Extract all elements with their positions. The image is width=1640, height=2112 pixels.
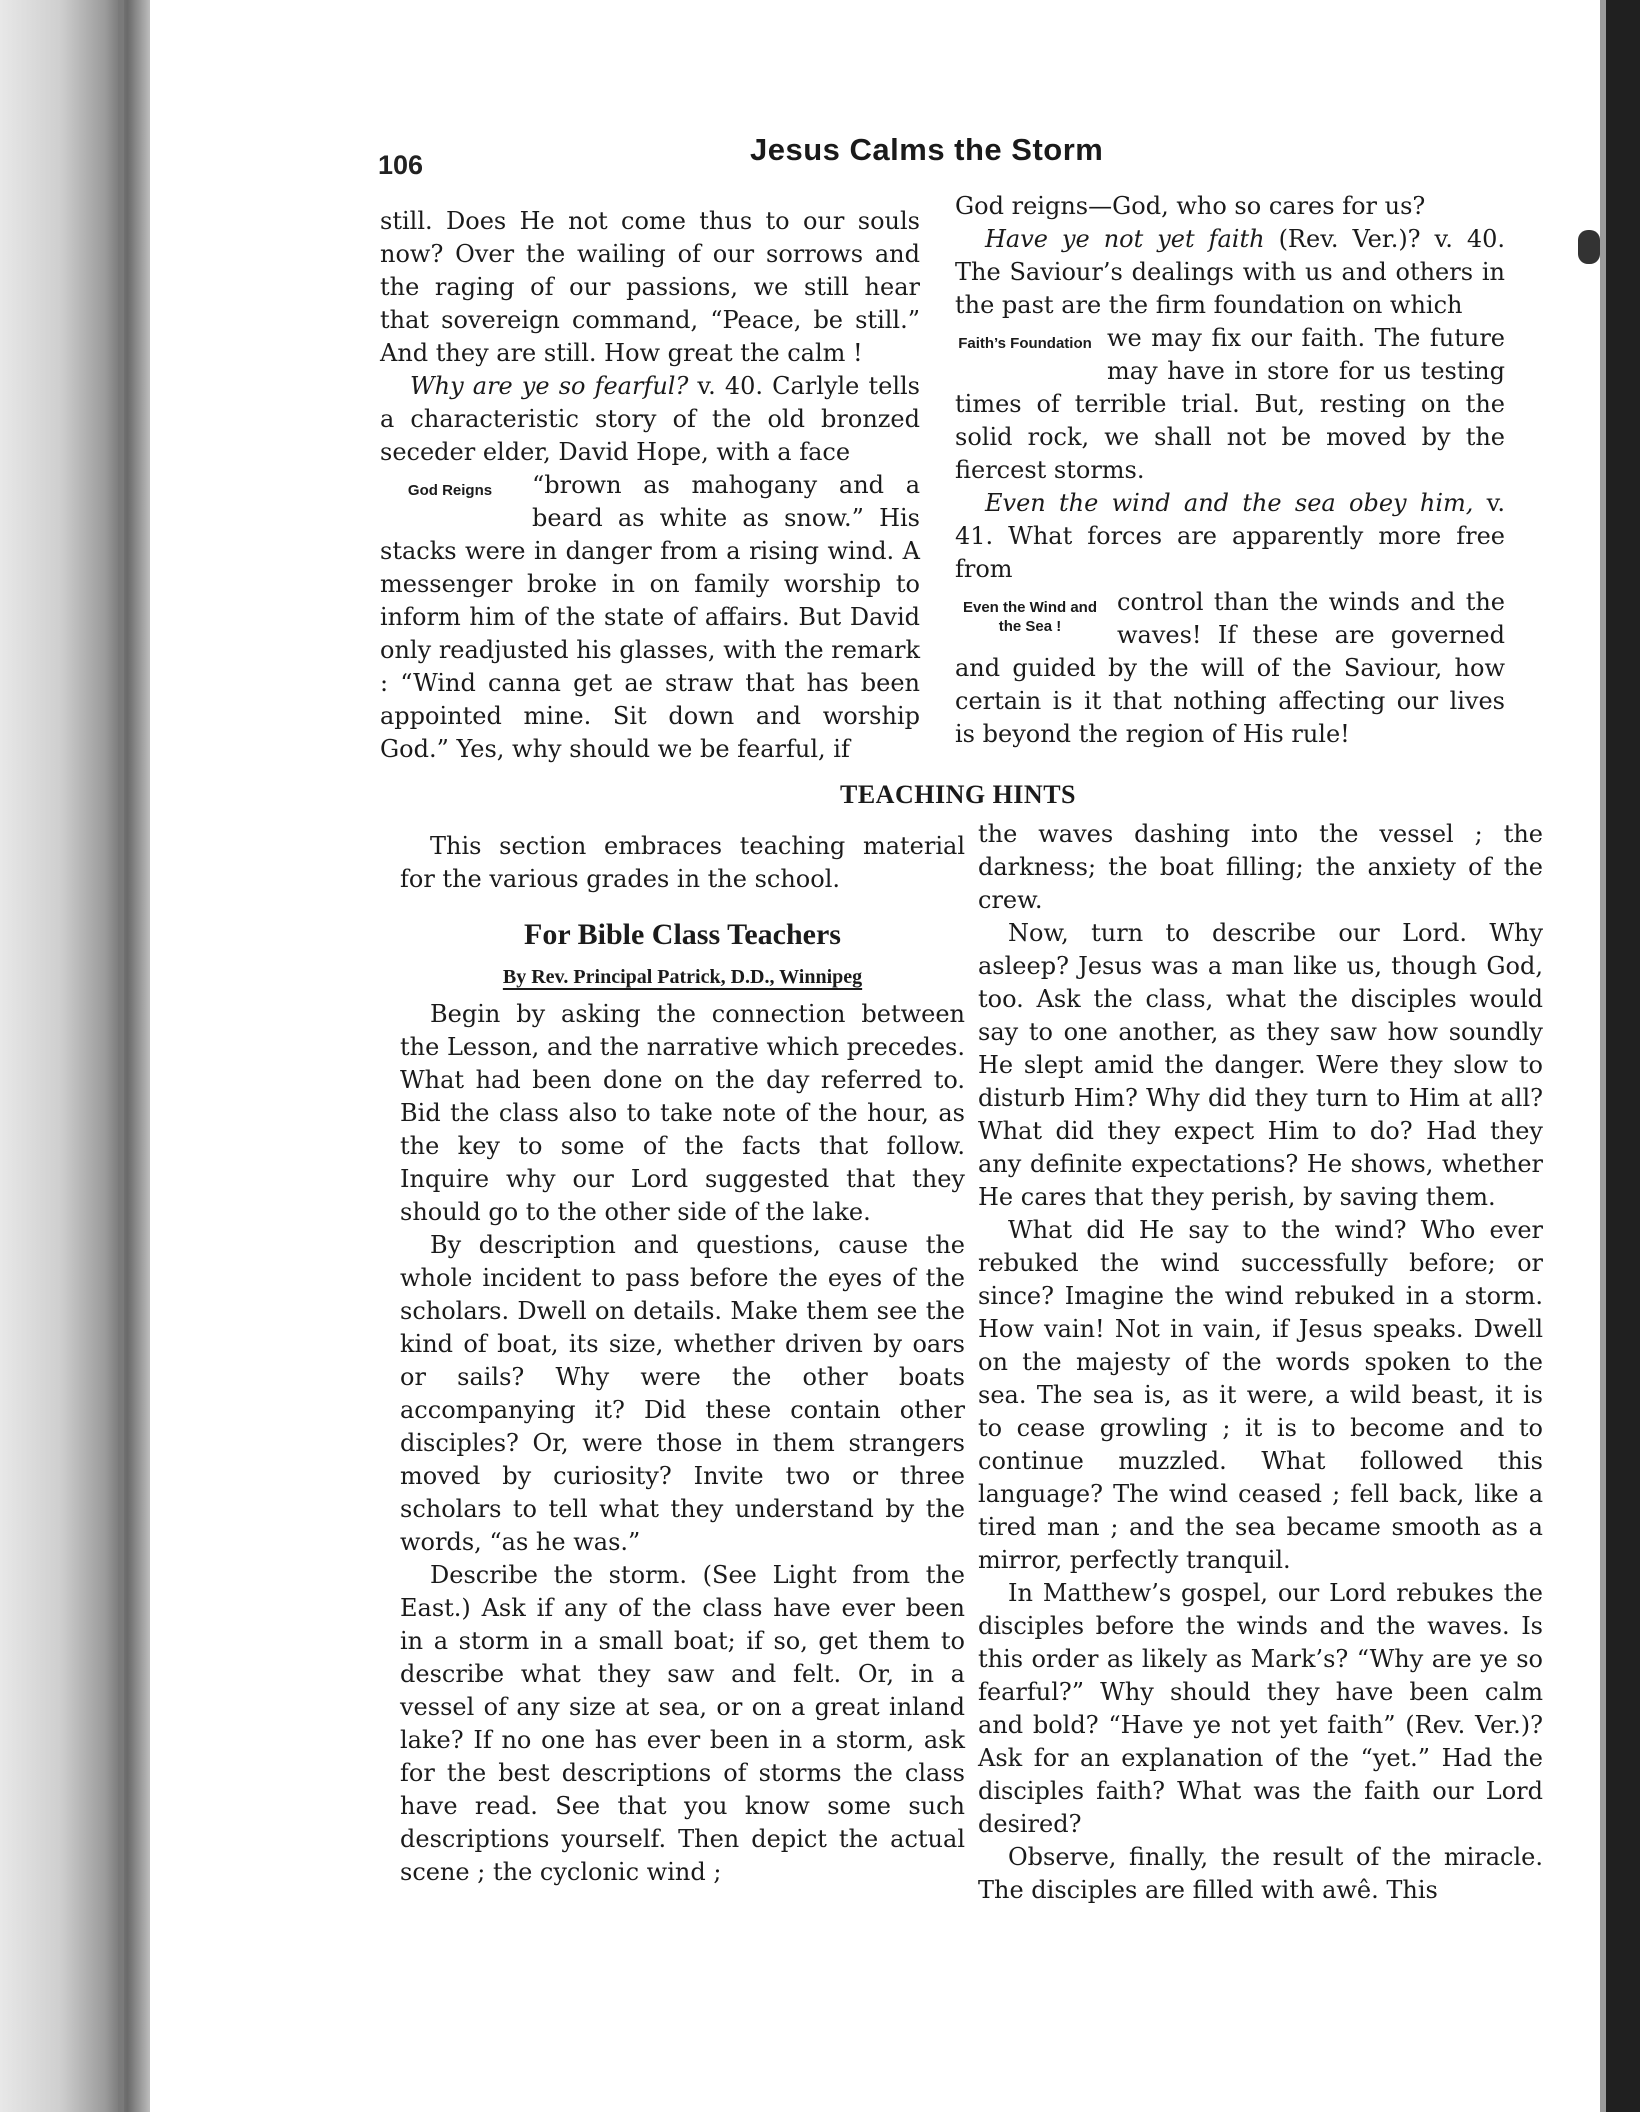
author-byline: By Rev. Principal Patrick, D.D., Winnipeg: [502, 966, 863, 988]
paragraph: In Matthew’s gospel, our Lord rebukes the disciples before the winds and the waves. Is this order as likely as Mark’s? “Why are ye so fearful?” Why should they have been calm and bold? “Have ye not yet faith” (Rev. Ver.)? Ask for an explanation of the “yet.” Had the disciples faith? What was the faith our Lord desired?: [978, 1579, 1543, 1838]
intro-paragraph: This section embraces teaching material for the various grades in the school.: [400, 832, 965, 893]
paragraph: control than the winds and the waves! If these are governed and guided by the will of the Saviour, how certain is it that nothing affecting our lives is beyond the region of His rule!: [955, 588, 1505, 748]
scripture-quote: Even the wind and the sea obey him,: [985, 489, 1474, 517]
paragraph: By description and questions, cause the whole incident to pass before the eyes of the scholars. Dwell on details. Make them see the kind of boat, its size, whether driven by oars or sails? Why were the other boats accompanying it? Did these contain other disciples? Or, were those in them strangers moved by curiosity? Invite two or three scholars to tell what they understand by the words, “as he was.”: [400, 1231, 965, 1556]
paragraph: [955, 223, 1505, 322]
paragraph: What did He say to the wind? Who ever rebuked the wind successfully before; or since? Imagine the wind rebuked in a storm. How vain! Not in vain, if Jesus speaks. Dwell on the majesty of the words spoken to the sea. The sea is, as it were, a wild beast, it is to cease growling ; it is to become and to continue muzzled. What followed this language? The wind ceased ; fell back, like a tired man ; and the sea became smooth as a mirror, perfectly tranquil.: [978, 1216, 1543, 1574]
subsection-heading: For Bible Class Teachers: [524, 918, 841, 951]
left-column-bottom: [400, 830, 965, 1889]
right-column-top: [955, 190, 1505, 751]
scripture-quote: Have ye not yet faith: [985, 225, 1265, 253]
scripture-quote: Why are ye so fearful?: [410, 372, 689, 400]
paragraph: “brown as mahogany and a beard as white as snow.” His stacks were in danger from a rising wind. A messenger broke in on family worship to inform him of the state of affairs. But David only readjusted his glasses, with the remark : “Wind canna get ae straw that has been appointed mine. Sit down and worship God.” Yes, why should we be fearful, if: [380, 471, 920, 763]
paragraph-text: v. 41. What forces are apparently more free from: [955, 489, 1506, 583]
paragraph-text: v. 40. Carlyle tells a characteristic story of the old bronzed seceder elder, David Hope, with a face: [380, 372, 920, 466]
sidenote-faiths-foundation: Faith’s Foundation: [958, 335, 1092, 352]
scan-border: [1606, 0, 1640, 2112]
paragraph: [380, 370, 920, 469]
paragraph: we may fix our faith. The future may have in store for us testing times of terrible trial. But, resting on the solid rock, we shall not be moved by the fiercest storms.: [955, 324, 1505, 484]
left-column-top: [380, 205, 920, 766]
running-title: Jesus Calms the Storm: [750, 132, 1104, 167]
book-gutter: [0, 0, 150, 2112]
sidenote-even-the-wind: Even the Wind and the Sea !: [962, 599, 1098, 635]
gutter-shadow: [118, 0, 124, 2112]
sidenote-god-reigns: God Reigns: [407, 482, 493, 499]
paragraph: Observe, finally, the result of the miracle. The disciples are filled with awê. This: [978, 1843, 1543, 1904]
paragraph: God reigns—God, who so cares for us?: [955, 192, 1426, 220]
paragraph: Now, turn to describe our Lord. Why asleep? Jesus was a man like us, though God, too. Ask the class, what the disciples would say to one another, as they saw how soundly He slept amid the danger. Were they slow to disturb Him? Why did they turn to Him at all? What did they expect Him to do? Had they any definite expectations? He shows, whether He cares that they perish, by saving them.: [978, 919, 1543, 1211]
page-number: 106: [378, 150, 424, 180]
paragraph-text: (Rev. Ver.)? v. 40. The Saviour’s dealings with us and others in the past are the firm foundation on which: [955, 225, 1506, 319]
paragraph: Describe the storm. (See Light from the East.) Ask if any of the class have ever been in a storm in a small boat; if so, get them to describe what they saw and felt. Or, in a vessel of any size at sea, or on a great inland lake? If no one has ever been in a storm, ask for the best descriptions of storms the class have read. See that you know some such descriptions yourself. Then depict the actual scene ; the cyclonic wind ;: [400, 1561, 965, 1886]
paragraph: still. Does He not come thus to our souls now? Over the wailing of our sorrows and the raging of our passions, we still hear that sovereign command, “Peace, be still.” And they are still. How great the calm !: [380, 207, 920, 367]
right-column-bottom: [978, 818, 1543, 1907]
section-title: TEACHING HINTS: [840, 780, 1076, 809]
paragraph: [955, 487, 1505, 586]
paragraph: Begin by asking the connection between the Lesson, and the narrative which precedes. What had been done on the day referred to. Bid the class also to take note of the hour, as the key to some of the facts that follow. Inquire why our Lord suggested that they should go to the other side of the lake.: [400, 1000, 965, 1226]
binding-mark: [1578, 230, 1600, 264]
paragraph: the waves dashing into the vessel ; the darkness; the boat filling; the anxiety of the crew.: [978, 820, 1543, 914]
